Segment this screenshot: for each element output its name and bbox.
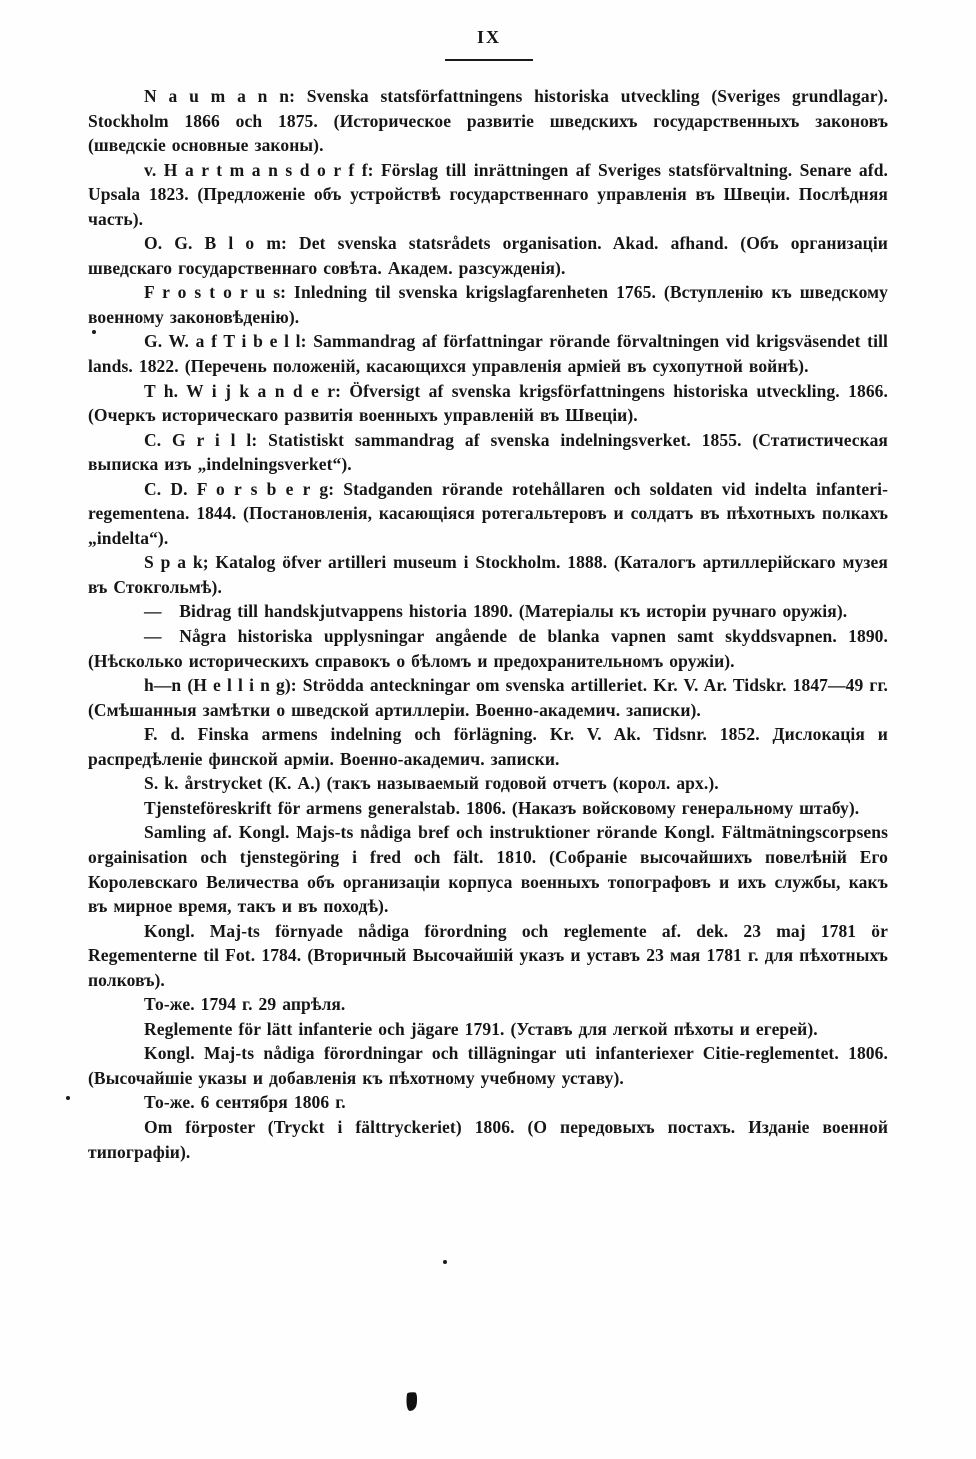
bibliography-list xyxy=(88,84,888,1164)
bibliography-entry: Tjensteföreskrift för armens generalstab. 1806. (Наказъ войсковому генеральному штабу). xyxy=(144,797,860,818)
bibliography-entry: Kongl. Maj-ts nådiga förordningar och tillägningar uti infanteriexer Citie-reglementet. 1806. (Высочайшіе указы и добавленія къ пѣхотному учебному уставу). xyxy=(88,1043,888,1088)
bibliography-entry: — Bidrag till handskjutvappens historia 1890. (Матеріалы къ исторіи ручнаго оружія). xyxy=(144,601,848,622)
bibliography-entry: T h. W i j k a n d e r: Öfversigt af svenska krigsförfattningens historiska utveckling. 1866. (Очеркъ историческаго развитія военныхъ управленій въ Швеціи). xyxy=(88,380,888,426)
header-rule xyxy=(445,59,533,61)
bibliography-entry: Reglemente för lätt infanterie och jägare 1791. (Уставъ для легкой пѣхоты и егерей). xyxy=(144,1018,818,1039)
bibliography-entry: То-же. 6 сентября 1806 г. xyxy=(144,1092,346,1113)
bibliography-entry: h—n (H e l l i n g): Strödda anteckningar om svenska artilleriet. Kr. V. Ar. Tidskr. 1847—49 гг. (Смѣшанныя замѣтки о шведской артиллеріи. Военно-академич. записки). xyxy=(88,675,888,720)
bibliography-entry: C. G r i l l: Statistiskt sammandrag af svenska indelningsverket. 1855. (Статистическая выписка изъ „indelningsverket“). xyxy=(88,429,888,475)
bibliography-entry: То-же. 1794 г. 29 апрѣля. xyxy=(144,994,346,1015)
bibliography-entry: G. W. a f T i b e l l: Sammandrag af författningar rörande förvaltningen vid krigsväsendet till lands. 1822. (Перечень положеній, касающихся управленія арміей въ сухопутной войнѣ). xyxy=(88,331,888,377)
ink-speck xyxy=(443,1260,447,1264)
bibliography-entry: — Några historiska upplysningar angående de blanka vapnen samt skyddsvapnen. 1890. (Нѣсколько историческихъ справокъ о бѣломъ и предохранительномъ оружіи). xyxy=(88,626,888,671)
bibliography-entry: C. D. F o r s b e r g: Stadganden rörande rotehållaren och soldaten vid indelta infanteri-regementena. 1844. (Постановленія, касающіяся ротегальтеровъ и солдатъ въ пѣхотныхъ полкахъ „indelta“). xyxy=(88,478,888,548)
bibliography-entry: Samling af. Kongl. Majs-ts nådiga bref och instruktioner rörande Kongl. Fältmätningscorpsens orgainisation och tjenstegöring i fred och fält. 1810. (Собраніе высочайшихъ повелѣній Его Королевскаго Величества объ организаціи корпуса военныхъ топографовъ и ихъ службы, какъ въ мирное время, такъ и въ походѣ). xyxy=(88,822,888,917)
bibliography-entry: O. G. B l o m: Det svenska statsrådets organisation. Akad. afhand. (Объ организаціи шведскаго государственнаго совѣта. Академ. разсужденія). xyxy=(88,233,888,278)
bibliography-entry: S p a k; Katalog öfver artilleri museum i Stockholm. 1888. (Каталогъ артиллерійскаго музея въ Стокгольмѣ). xyxy=(88,552,888,597)
bibliography-entry: F r o s t o r u s: Inledning til svenska krigslagfarenheten 1765. (Вступленію къ шведскому военному законовѣденію). xyxy=(88,282,888,327)
bibliography-entry: F. d. Finska armens indelning och förlägning. Kr. V. Ak. Tidsnr. 1852. Дислокація и распредѣленіе финской арміи. Военно-академич. записки. xyxy=(88,724,888,769)
bibliography-entry: v. H a r t m a n s d o r f f: Förslag till inrättningen af Sveriges statsförvaltning. Senare afd. Upsala 1823. (Предложеніе объ устройствѣ государственнаго управленія въ Швеціи. Послѣдняя часть). xyxy=(88,159,888,229)
bibliography-entry: Om förposter (Tryckt i fälttryckeriet) 1806. (О передовыхъ постахъ. Изданіе военной типографіи). xyxy=(88,1116,888,1162)
bibliography-entry: Kongl. Maj-ts förnyade nådiga förordning och reglemente af. dek. 23 maj 1781 ör Regementerne til Fot. 1784. (Вторичный Высочайшій указъ и уставъ 23 мая 1781 г. для пѣхотныхъ полковъ). xyxy=(88,920,888,990)
bibliography-entry: S. k. årstrycket (К. А.) (такъ называемый годовой отчетъ (корол. арх.). xyxy=(144,773,719,794)
ink-speck xyxy=(92,330,96,334)
page-number: IX xyxy=(476,27,501,47)
ink-speck xyxy=(66,1096,70,1100)
ink-blot xyxy=(405,1391,419,1411)
bibliography-entry: N a u m a n n: Svenska statsförfattningens historiska utveckling (Sveriges grundlagar). Stockholm 1866 och 1875. (Историческое развитіе шведскихъ государственныхъ законовъ (шведскіе основные законы). xyxy=(88,86,888,156)
